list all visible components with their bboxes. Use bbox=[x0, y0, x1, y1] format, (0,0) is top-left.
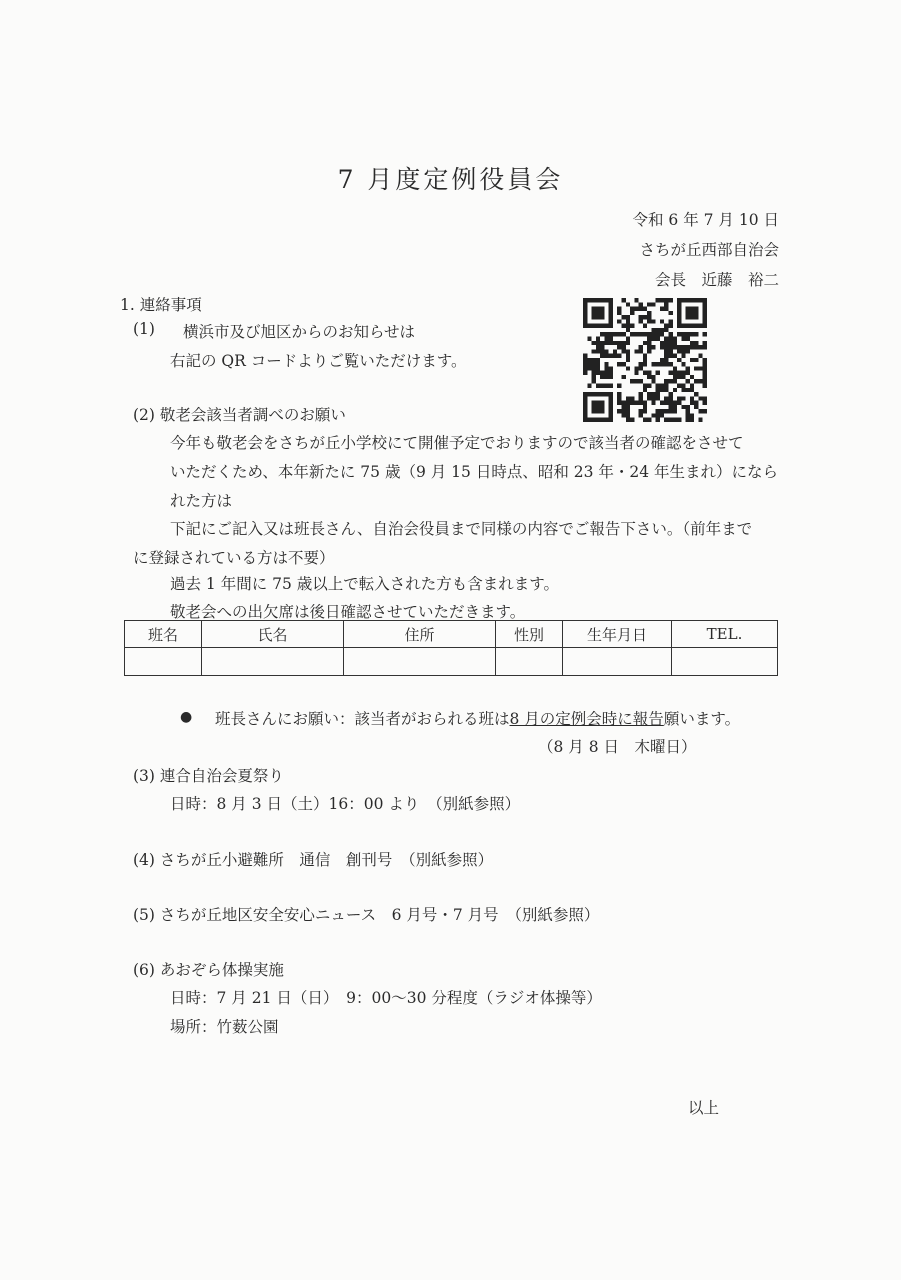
organization-name: さちが丘西部自治会 bbox=[639, 241, 779, 259]
registration-table bbox=[124, 620, 778, 676]
item2-paragraph-line: 今年も敬老会をさちが丘小学校にて開催予定でおりますので該当者の確認をさせて bbox=[170, 434, 744, 452]
item3-detail: 日時：8 月 3 日（土）16：00 より （別紙参照） bbox=[170, 795, 521, 813]
item4-line: (4) さちが丘小避難所 通信 創刊号 （別紙参照） bbox=[133, 851, 494, 869]
table-cell[interactable] bbox=[672, 648, 778, 676]
table-cell[interactable] bbox=[496, 648, 563, 676]
item6-time: 日時：7 月 21 日（日） 9：00〜30 分程度（ラジオ体操等） bbox=[170, 989, 602, 1007]
table-cell[interactable] bbox=[344, 648, 496, 676]
item2-paragraph-line: 敬老会への出欠席は後日確認させていただきます。 bbox=[170, 603, 526, 621]
bullet-icon: ● bbox=[180, 709, 193, 725]
table-cell[interactable] bbox=[563, 648, 672, 676]
issue-date: 令和 6 年 7 月 10 日 bbox=[632, 211, 779, 229]
note-prefix: 班長さんにお願い：該当者がおられる班は bbox=[215, 710, 510, 728]
item6-heading: (6) あおぞら体操実施 bbox=[133, 961, 284, 979]
column-header: 住所 bbox=[344, 621, 496, 648]
item1-line1: 横浜市及び旭区からのお知らせは bbox=[183, 323, 416, 341]
item2-paragraph-line: 下記にご記入又は班長さん、自治会役員まで同様の内容でご報告下さい。（前年まで bbox=[170, 520, 753, 538]
column-header: 氏名 bbox=[202, 621, 344, 648]
section-heading: 1. 連絡事項 bbox=[120, 296, 202, 314]
column-header: TEL. bbox=[672, 621, 778, 648]
item2-paragraph-line: れた方は bbox=[170, 492, 233, 510]
table-cell[interactable] bbox=[125, 648, 202, 676]
column-header: 班名 bbox=[125, 621, 202, 648]
table-cell[interactable] bbox=[202, 648, 344, 676]
note-date: （8 月 8 日 木曜日） bbox=[538, 738, 697, 756]
qr-code-icon[interactable] bbox=[580, 298, 710, 422]
item2-paragraph-line: に登録されている方は不要） bbox=[133, 549, 335, 567]
item3-heading: (3) 連合自治会夏祭り bbox=[133, 767, 284, 785]
item1-line2: 右記の QR コードよりご覧いただけます。 bbox=[170, 352, 467, 370]
table-header-row bbox=[125, 621, 778, 648]
document-title: 7 月度定例役員会 bbox=[337, 165, 564, 194]
item2-heading: (2) 敬老会該当者調べのお願い bbox=[133, 406, 346, 424]
note-underlined: 8 月の定例会時に報告 bbox=[509, 710, 664, 728]
item6-place: 場所：竹薮公園 bbox=[170, 1018, 279, 1036]
author-name: 会長 近藤 裕二 bbox=[654, 271, 779, 289]
leader-request-note bbox=[215, 707, 740, 729]
column-header: 性別 bbox=[496, 621, 563, 648]
item5-line: (5) さちが丘地区安全安心ニュース 6 月号・7 月号 （別紙参照） bbox=[133, 906, 600, 924]
table-row bbox=[125, 648, 778, 676]
note-suffix: 願います。 bbox=[663, 710, 741, 728]
closing-mark: 以上 bbox=[688, 1099, 720, 1117]
item2-paragraph-line: 過去 1 年間に 75 歳以上で転入された方も含まれます。 bbox=[170, 575, 560, 593]
item2-paragraph-line: いただくため、本年新たに 75 歳（9 月 15 日時点、昭和 23 年・24 年生まれ）になら bbox=[170, 463, 779, 481]
column-header: 生年月日 bbox=[563, 621, 672, 648]
item-number: (1) bbox=[133, 320, 155, 338]
